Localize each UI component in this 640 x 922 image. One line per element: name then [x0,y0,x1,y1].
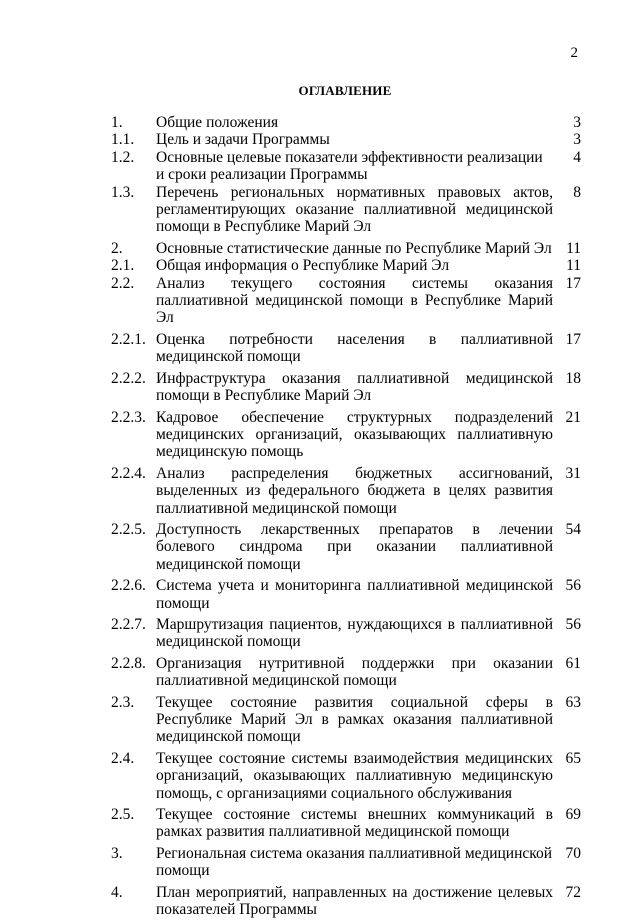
toc-entry-number: 2.2.7. [111,615,146,633]
toc-entry-title: Кадровое обеспечение структурных подразделений медицинских организаций, оказывающих паллиативную медицинскую помощь [156,408,553,461]
toc-entry[interactable] [111,616,581,651]
toc-entry-page: 54 [565,520,581,538]
toc-entry-page: 56 [565,615,581,633]
toc-entry-title: Текущее состояние системы внешних коммуникаций в рамках развития паллиативной медицинской помощи [156,806,553,841]
toc-entry-number: 2.2.5. [111,520,146,538]
toc-entry[interactable] [111,521,581,573]
toc-entry-page: 69 [565,806,581,824]
toc-entry[interactable] [111,184,581,236]
toc-entry[interactable] [111,331,581,366]
table-of-contents [111,114,581,922]
toc-entry[interactable] [111,845,581,880]
toc-entry-title: Текущее состояние развития социальной сферы в Республике Марий Эл в рамках оказания паллиативной медицинской помощи [156,693,553,746]
toc-entry-title: Перечень региональных нормативных правовых актов, регламентирующих оказание паллиативной медицинской помощи в Республике Марий Эл [156,183,553,236]
toc-entry-title: Доступность лекарственных препаратов в лечении болевого синдрома при оказании паллиативной медицинской помощи [156,520,553,573]
toc-entry-page: 8 [573,183,581,201]
toc-entry-page: 17 [565,330,581,348]
toc-entry-title: Региональная система оказания паллиативной медицинской помощи [156,844,553,880]
toc-entry-page: 11 [566,239,581,257]
toc-entry-title: Анализ текущего состояния системы оказания паллиативной медицинской помощи в Республике Марий Эл [156,274,553,327]
toc-entry-title: Основные статистические данные по Республике Марий Эл [156,239,552,257]
toc-entry-page: 72 [565,883,581,901]
toc-entry-number: 2.2. [111,274,135,292]
toc-entry-number: 2.1. [111,257,135,275]
toc-entry-number: 1.3. [111,183,135,201]
toc-entry-page: 11 [566,257,581,275]
toc-entry[interactable] [111,114,581,131]
toc-entry-number: 2.2.1. [111,330,146,348]
toc-entry[interactable] [111,750,581,802]
toc-entry[interactable] [111,275,581,327]
toc-entry-page: 18 [565,369,581,387]
toc-entry-number: 1.1. [111,131,135,149]
toc-entry-page: 4 [573,148,581,166]
toc-title: ОГЛАВЛЕНИЕ [298,83,392,98]
toc-entry-title: Общая информация о Республике Марий Эл [156,257,450,275]
toc-entry-title: Основные целевые показатели эффективности реализации и сроки реализации Программы [156,148,543,184]
toc-entry-page: 56 [565,577,581,595]
toc-entry-page: 3 [573,114,581,131]
toc-entry[interactable] [111,806,581,841]
toc-entry-number: 1.2. [111,148,135,166]
toc-entry-title: Система учета и мониторинга паллиативной медицинской помощи [156,577,553,612]
toc-entry-number: 4. [111,883,123,901]
toc-entry-page: 17 [565,274,581,292]
toc-entry[interactable] [111,694,581,746]
toc-entry-number: 2.5. [111,806,135,824]
toc-entry[interactable] [111,884,581,919]
toc-entry-number: 2.2.6. [111,577,146,595]
toc-entry-page: 65 [565,749,581,767]
toc-entry-page: 70 [565,844,581,862]
toc-entry-title: Организация нутритивной поддержки при оказании паллиативной медицинской помощи [156,654,553,690]
toc-entry[interactable] [111,370,581,405]
toc-entry[interactable] [111,149,581,184]
toc-entry-number: 2. [111,239,123,257]
toc-entry-title: Анализ распределения бюджетных ассигнований, выделенных из федерального бюджета в целях развития паллиативной медицинской помощи [156,464,553,517]
toc-entry[interactable] [111,409,581,461]
toc-entry-page: 3 [573,131,581,149]
toc-entry-title: План мероприятий, направленных на достижение целевых показателей Программы [156,883,553,919]
toc-entry[interactable] [111,131,581,148]
toc-entry-page: 31 [565,464,581,482]
toc-entry[interactable] [111,655,581,690]
toc-entry-page: 63 [565,693,581,711]
toc-entry-title: Маршрутизация пациентов, нуждающихся в паллиативной медицинской помощи [156,615,553,651]
toc-entry-page: 21 [565,408,581,426]
toc-entry[interactable] [111,257,581,274]
toc-entry-number: 1. [111,114,123,131]
toc-entry-number: 3. [111,844,123,862]
toc-entry-title: Оценка потребности населения в паллиативной медицинской помощи [156,330,553,366]
toc-entry-number: 2.2.8. [111,654,146,672]
toc-entry-number: 2.2.2. [111,369,146,387]
toc-entry[interactable] [111,465,581,517]
toc-entry-number: 2.4. [111,749,135,767]
toc-entry[interactable] [111,240,581,257]
toc-entry-number: 2.2.3. [111,408,146,426]
toc-entry[interactable] [111,577,581,612]
toc-entry-number: 2.3. [111,693,135,711]
toc-entry-number: 2.2.4. [111,464,146,482]
page-number: 2 [570,45,578,61]
toc-entry-page: 61 [565,654,581,672]
toc-entry-title: Текущее состояние системы взаимодействия медицинских организаций, оказывающих паллиативную медицинскую помощь, с организациями социального обслуживания [156,749,553,802]
toc-entry-title: Цель и задачи Программы [156,131,330,149]
toc-entry-title: Инфраструктура оказания паллиативной медицинской помощи в Республике Марий Эл [156,369,553,405]
toc-entry-title: Общие положения [156,114,279,131]
